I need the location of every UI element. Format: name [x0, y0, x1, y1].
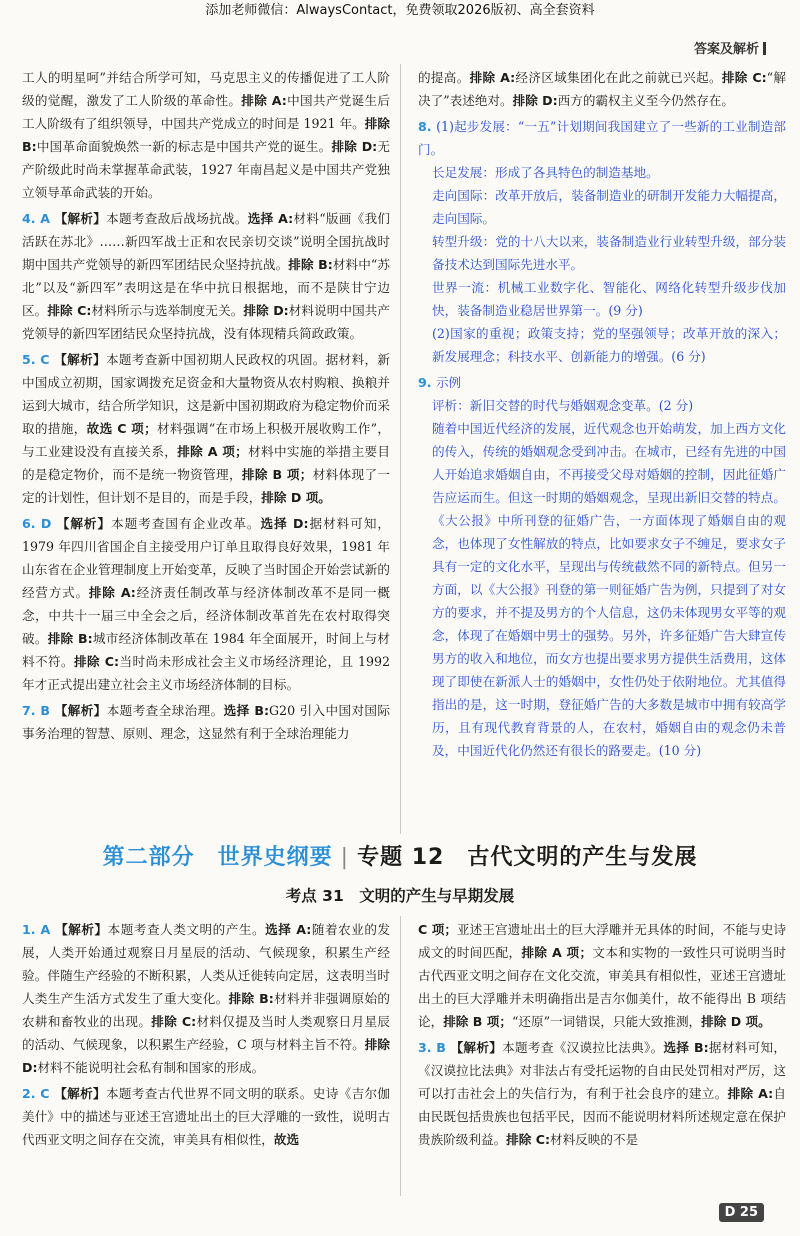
answer-text: 本题考查新中国初期人民政权的巩固。据材料，新中国成立初期，国家调拨充足资金和大量物资从农村购粮、换粮并运到大城市，结合所学知识，这是新中国初期政府为稳定物价而采取的措施， [22, 352, 391, 436]
question-number: 7. B [22, 703, 55, 718]
answer-text: “还原”一词错误，只能大致推测， [511, 1014, 702, 1029]
keyword-label: 排除 C: [74, 654, 120, 669]
keyword-label: 排除 D: [243, 303, 289, 318]
answer-text: 城市经济体制改革在 1984 年全面展开，时间上与材料不符。 [22, 631, 390, 669]
keyword-label: 排除 B: [22, 116, 391, 154]
answer-line [418, 276, 786, 322]
question-number: 3. B [418, 1040, 451, 1055]
answer-text: 本题考查人类文明的产生。 [107, 922, 266, 937]
answer-line [418, 371, 786, 394]
answer-line [418, 184, 786, 230]
answer-item [418, 1036, 786, 1151]
continued-text [418, 66, 786, 112]
keyword-label: 排除 A: [469, 70, 516, 85]
answer-line [418, 417, 786, 762]
answer-text: 材料中“苏北”以及“新四军”表明这是在华中抗日根据地，而不是陕甘宁边区。 [22, 257, 390, 318]
question-number: 2. C [22, 1086, 55, 1101]
keyword-label: 排除 D: [22, 1037, 390, 1075]
column-divider [400, 64, 401, 834]
answer-text: 据材料可知，1979 年四川省国企自主接受用户订单且取得良好效果，1981 年山东省在企业管理制度上开始变革，反映了当时国企开始尝试新的经营方式。 [22, 516, 391, 600]
keyword-label: 排除 C: [47, 303, 92, 318]
answer-item [22, 348, 390, 509]
header-bar-icon [763, 42, 766, 55]
answer-text: 本题考查敌后战场抗战。 [106, 211, 248, 226]
keyword-label: 排除 C: [151, 1014, 197, 1029]
answer-text: 长足发展：形成了各具特色的制造基地。 [432, 165, 659, 180]
keyword-label: C 项； [418, 922, 457, 937]
answer-text: 材料反映的不是 [550, 1132, 639, 1147]
keyword-label: 排除 B 项； [241, 467, 313, 482]
keyword-label: 故选 C 项； [86, 421, 157, 436]
question-number: 4. A [22, 211, 55, 226]
keyword-label: 选择 D: [260, 516, 309, 531]
answer-text: 材料并非强调原始的农耕和畜牧业的出现。 [22, 991, 390, 1029]
answer-text: 走向国际：改革开放后，装备制造业的研制开发能力大幅提高，走向国际。 [432, 188, 786, 226]
answer-item [22, 1082, 390, 1151]
analysis-label: 【解析】 [54, 703, 107, 718]
answer-text: 当时尚未形成社会主义市场经济理论，且 1992 年才正式提出建立社会主义市场经济体制的目标。 [22, 654, 390, 692]
keyword-label: 排除 C: [506, 1132, 551, 1147]
answer-text: 材料中实施的举措主要目的是稳定物价，而不是统一物资管理， [22, 444, 391, 482]
answer-text: 材料不能说明社会私有制和国家的形成。 [37, 1060, 265, 1075]
answer-item [22, 207, 390, 345]
answer-text: 的提高。 [418, 70, 470, 85]
answer-text: 材料说明中国共产党领导的新四军团结民众坚持抗战，没有体现精兵简政政策。 [22, 303, 391, 341]
answer-text: “解决了”表述绝对。 [418, 70, 786, 108]
question-number: 5. C [22, 352, 55, 367]
part-title-separator: | [340, 845, 350, 870]
answer-text: 材料体现了一定的计划性，但计划不是目的，而是手段， [22, 467, 391, 505]
page-number: D 25 [719, 1203, 764, 1222]
answer-item-8 [418, 115, 786, 368]
keyword-label: 排除 A 项； [177, 444, 248, 459]
answer-text: 材料“版画《我们活跃在苏北》……新四军战士正和农民亲切交谈”说明全国抗战时期中国共产党领导的新四军团结民众坚持抗战。 [22, 211, 391, 272]
answer-text: 亚述王宫遗址出土的巨大浮雕并无具体的时间，不能与史诗成文的时间匹配， [418, 922, 787, 960]
analysis-label: 【解析】 [54, 211, 107, 226]
part-title [0, 840, 800, 871]
keyword-label: 排除 B: [228, 991, 274, 1006]
analysis-label: 【解析】 [54, 352, 106, 367]
answer-item-9 [418, 371, 786, 762]
answer-text: 工人的明星呵”并结合所学可知，马克思主义的传播促进了工人阶级的觉醒，激发了工人阶级的革命性。 [22, 70, 390, 108]
answer-text: 本题考查《汉谟拉比法典》。 [502, 1040, 664, 1055]
answer-text: 随着农业的发展，人类开始通过观察日月星辰的活动、气候现象，积累生产经验。伴随生产经验的不断积累，人类从迁徙转向定居，这表明当时人类生产生活方式发生了重大变化。 [22, 922, 391, 1006]
keyword-label: 选择 A: [247, 211, 294, 226]
example-label: 示例 [435, 375, 462, 390]
keyword-label: 排除 D: [331, 139, 378, 154]
kaodian-title: 考点 31 文明的产生与早期发展 [285, 887, 515, 905]
answer-text: 本题考查国有企业改革。 [111, 516, 261, 531]
answer-text: (2)国家的重视；政策支持；党的坚强领导；改革开放的深入；新发展理念；科技水平、创新能力的增强。(6 分) [432, 326, 786, 364]
keyword-label: 排除 D: [512, 93, 558, 108]
answer-text: 西方的霸权主义至今仍然存在。 [557, 93, 734, 108]
promo-banner: 添加老师微信：AlwaysContact，免费领取2026版初、高全套资料 [205, 3, 595, 18]
keyword-label: 排除 D 项。 [701, 1014, 771, 1029]
answer-text: 中国共产党诞生后工人阶级有了组织领导，中国共产党成立的时间是 1921 年。 [22, 93, 391, 131]
answer-text: 世界一流：机械工业数字化、智能化、网络化转型升级步伐加快，装备制造业稳居世界第一。(9 分) [432, 280, 786, 318]
answer-line [418, 322, 786, 368]
answer-text: 材料所示与选举制度无关。 [91, 303, 244, 318]
question-number: 8. [418, 119, 437, 134]
question-number: 1. A [22, 922, 56, 937]
answer-line [418, 394, 786, 417]
analysis-label: 【解析】 [54, 1086, 106, 1101]
answer-text: 中国革命面貌焕然一新的标志是中国共产党的诞生。 [36, 139, 332, 154]
part-title-main: 第二部分 世界史纲要 [102, 845, 333, 870]
column-divider-bottom [400, 916, 401, 1196]
part-title-topic: 专题 12 古代文明的产生与发展 [357, 845, 698, 870]
keyword-label: 选择 B: [663, 1040, 709, 1055]
question-number: 9. [418, 375, 436, 390]
answer-line [418, 230, 786, 276]
keyword-label: 选择 A: [265, 922, 312, 937]
answer-text: 经济责任制改革与经济体制改革不是同一概念，中共十一届三中全会之后，经济体制改革首先在农村取得突破。 [22, 585, 391, 646]
answer-text: 随着中国近代经济的发展，近代观念也开始萌发，加上西方文化的传入，传统的婚姻观念受到冲击。在城市，已经有先进的中国人开始追求婚姻自由，不再接受父母对婚姻的控制，因此征婚广告应运而生。但这一时期的婚姻观念，呈现出新旧交替的特点。《大公报》中所刊登的征婚广告，一方面体现了婚姻自由的观念，也体现了女性解放的特点，比如要求女子不缠足，要求女子具有一定的文化水平，呈现出与传统截然不同的新特点。但另一方面，以《大公报》刊登的第一则征婚广告为例，只提到了对女方的要求，并不提及男方的个人信息，这仍未体现男女平等的观念，体现了在婚姻中男士的强势。另外，许多征婚广告大肆宣传男方的收入和地位，而女方也提出要求男方提供生活费用，这体现了即使在新派人士的婚姻中，女性仍处于依附地位。尤其值得指出的是，这一时期，登征婚广告的大多数是城市中拥有较高学历，且有现代教育背景的人，在农村，婚姻自由的观念仍未普及，中国近代化仍然还有很长的路要走。(10 分) [432, 421, 786, 758]
answer-text: 无产阶级此时尚未掌握革命武装，1927 年南昌起义是中国共产党独立领导革命武装的开始。 [22, 139, 391, 200]
keyword-label: 排除 B: [47, 631, 93, 646]
answer-text: 材料仅提及当时人类观察日月星辰的活动、气候现象，以积累生产经验，C 项与材料主旨不符。 [22, 1014, 391, 1052]
analysis-label: 【解析】 [450, 1040, 503, 1055]
answer-text: 自由民既包括贵族也包括平民，因而不能说明材料所述规定意在保护贵族阶级利益。 [418, 1086, 787, 1147]
answer-text: 据材料可知，《汉谟拉比法典》对非法占有受托运物的自由民处罚相对严厉，这可以打击社会上的失信行为，有利于社会良序的建立。 [418, 1040, 787, 1101]
keyword-label: 排除 A: [241, 93, 287, 108]
answer-text: 文本和实物的一致性只可说明当时古代西亚文明之间存在文化交流，审美具有相似性，亚述王宫遗址出土的巨大浮雕并未明确指出是吉尔伽美什，故不能得出 B 项结论， [418, 945, 787, 1029]
bottom-left-column [22, 918, 390, 1154]
top-right-column [418, 66, 786, 765]
answer-text: (1)起步发展：“一五”计划期间我国建立了一些新的工业制造部门。 [418, 119, 786, 157]
keyword-label: 故选 [273, 1132, 300, 1147]
answer-item [22, 918, 390, 1079]
answer-item [22, 512, 390, 696]
continued-text [418, 918, 786, 1033]
answer-text: 材料强调“在市场上积极开展收购工作”，与工业建设没有直接关系， [22, 421, 391, 459]
top-left-column [22, 66, 390, 748]
bottom-right-column [418, 918, 786, 1154]
analysis-label: 【解析】 [55, 922, 108, 937]
answer-text: 评析：新旧交替的时代与婚姻观念变革。(2 分) [432, 398, 694, 413]
answer-text: 转型升级：党的十八大以来，装备制造业行业转型升级，部分装备技术达到国际先进水平。 [432, 234, 786, 272]
keyword-label: 排除 C: [721, 70, 767, 85]
keyword-label: 排除 B 项； [443, 1014, 512, 1029]
answer-line [418, 115, 786, 161]
continued-text [22, 66, 390, 204]
keyword-label: 排除 A: [88, 585, 136, 600]
keyword-label: 排除 A: [727, 1086, 774, 1101]
answer-text: G20 引入中国对国际事务治理的智慧、原则、理念，这显然有利于全球治理能力 [22, 703, 391, 741]
analysis-label: 【解析】 [56, 516, 112, 531]
header-text: 答案及解析 [693, 42, 759, 57]
section-header [694, 38, 766, 57]
answer-line [418, 161, 786, 184]
answer-text: 本题考查全球治理。 [106, 703, 224, 718]
answer-item [22, 699, 390, 745]
answer-text: 经济区域集团化在此之前就已兴起。 [515, 70, 722, 85]
answer-text: 本题考查古代世界不同文明的联系。史诗《吉尔伽美什》中的描述与亚述王宫遗址出土的巨大浮雕的一致性，说明古代西亚文明之间存在交流，审美具有相似性， [22, 1086, 391, 1147]
keyword-label: 选择 B: [223, 703, 269, 718]
keyword-label: 排除 A 项； [521, 945, 593, 960]
keyword-label: 排除 B: [288, 257, 333, 272]
question-number: 6. D [22, 516, 57, 531]
keyword-label: 排除 D 项。 [261, 490, 331, 505]
